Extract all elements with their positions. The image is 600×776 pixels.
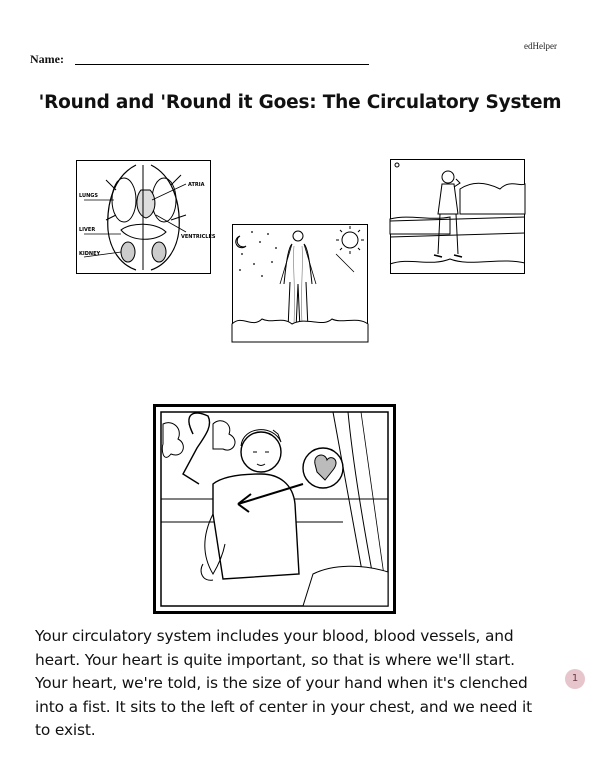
page-title: 'Round and 'Round it Goes: The Circulatory System [38,92,562,113]
brand-label: edHelper [524,41,557,51]
ventricles-label: VENTRICLES [181,234,216,240]
atria-label: ATRIA [188,182,205,188]
passage-text [35,625,565,743]
anatomy-diagram-image [76,160,216,274]
passage-line: heart. Your heart is quite important, so that is where we'll start. [35,650,515,669]
runner-image [390,159,525,274]
page-number-badge: 1 [565,669,585,689]
passage-line: into a fist. It sits to the left of center in your chest, and we need it [35,697,532,716]
passage-line: Your heart, we're told, is the size of your hand when it's clenched [35,674,528,692]
lungs-label: LUNGS [79,193,98,199]
body-vessels-image [232,224,368,342]
name-label: Name: [30,52,64,66]
kidney-label: KIDNEY [79,251,101,257]
boy-heart-image [153,404,396,614]
liver-label: LIVER [79,227,96,233]
name-line [75,64,369,65]
passage-line: Your circulatory system includes your blood, blood vessels, and [35,627,514,645]
passage-line: to exist. [35,721,96,739]
